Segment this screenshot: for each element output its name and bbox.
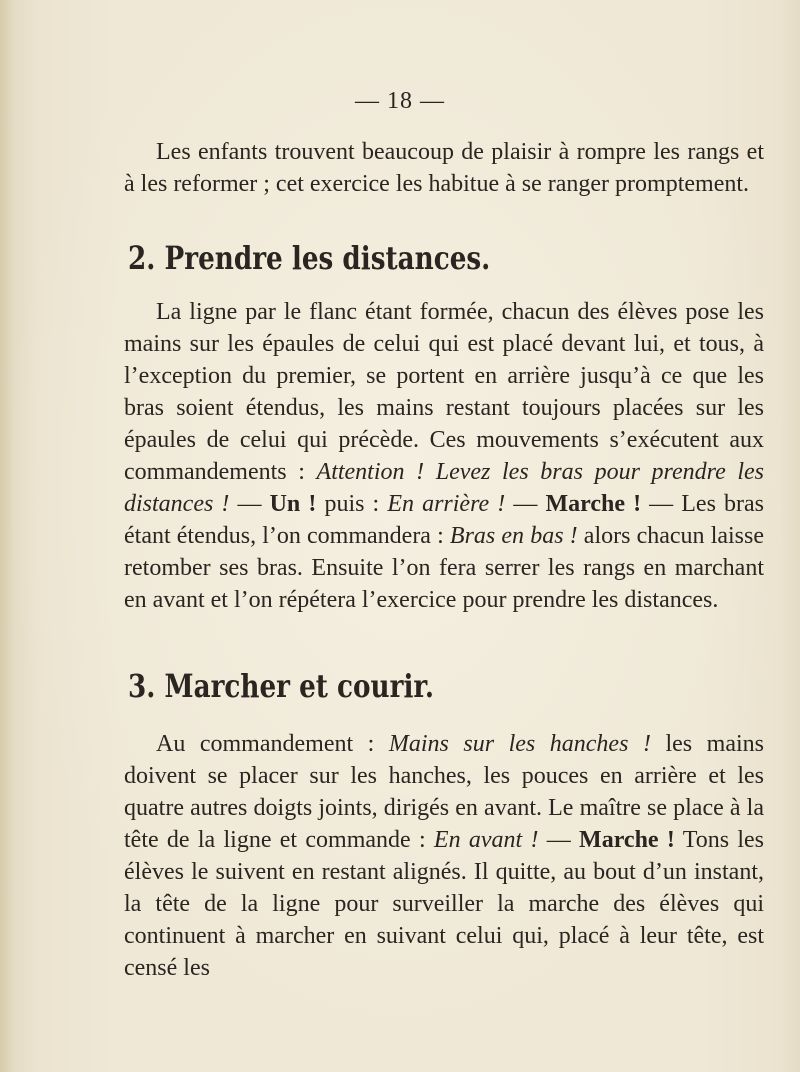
command-text: En arrière !: [387, 491, 506, 517]
command-text: En avant !: [433, 827, 539, 853]
section-3-text: —: [538, 827, 580, 853]
command-text: Marche !: [545, 491, 642, 517]
section-2-text: —: [229, 491, 270, 517]
intro-paragraph: [124, 136, 764, 200]
intro-paragraph-text: Les enfants trouvent beaucoup de plaisir à rompre les rangs et à les reformer ; cet exercice les habitue à se ranger promptement.: [124, 139, 764, 197]
command-text: Mains sur les hanches !: [388, 731, 651, 757]
section-3-heading: 3. Marcher et courir.: [128, 667, 434, 705]
section-2-paragraph: [124, 296, 764, 616]
binding-edge: [0, 0, 14, 1072]
section-3-text: les mains doivent se placer sur les hanches, les pouces en arrière et les quatre autres doigts joints, dirigés en avant. Le maître se place à la tête de la ligne et commande :: [124, 731, 764, 853]
section-2-text: alors chacun laisse retomber ses bras. Ensuite l’on fera serrer les rangs en marchant en avant et l’on répétera l’exercice pour prendre les distances.: [124, 523, 765, 613]
section-2-text: puis :: [316, 491, 388, 517]
command-text: Attention ! Levez les bras pour prendre les distances !: [124, 459, 764, 517]
section-3-text: Au commandement :: [156, 731, 389, 757]
section-3-text: Tons les élèves le suivent en restant alignés. Il quitte, au bout d’un instant, la tête de la ligne pour surveiller la marche des élèves qui continuent à marcher en suivant celui qui, placé à leur tête, est censé les: [124, 827, 764, 981]
command-text: Bras en bas !: [449, 523, 578, 549]
section-2-text: — Les bras étant étendus, l’on commandera :: [124, 491, 764, 549]
section-3-paragraph: [124, 728, 764, 984]
section-2-text: La ligne par le flanc étant formée, chacun des élèves pose les mains sur les épaules de celui qui est placé devant lui, et tous, à l’exception du premier, se portent en arrière jusqu’à ce que les bras soient étendus, les mains restant toujours placées sur les épaules de celui qui précède. Ces mouvements s’exécutent aux commandements :: [124, 299, 764, 485]
command-text: Marche !: [579, 827, 675, 853]
command-text: Un !: [269, 491, 317, 517]
section-2-text: —: [505, 491, 546, 517]
page-number: — 18 —: [355, 88, 445, 114]
section-2-heading: 2. Prendre les distances.: [128, 239, 491, 277]
